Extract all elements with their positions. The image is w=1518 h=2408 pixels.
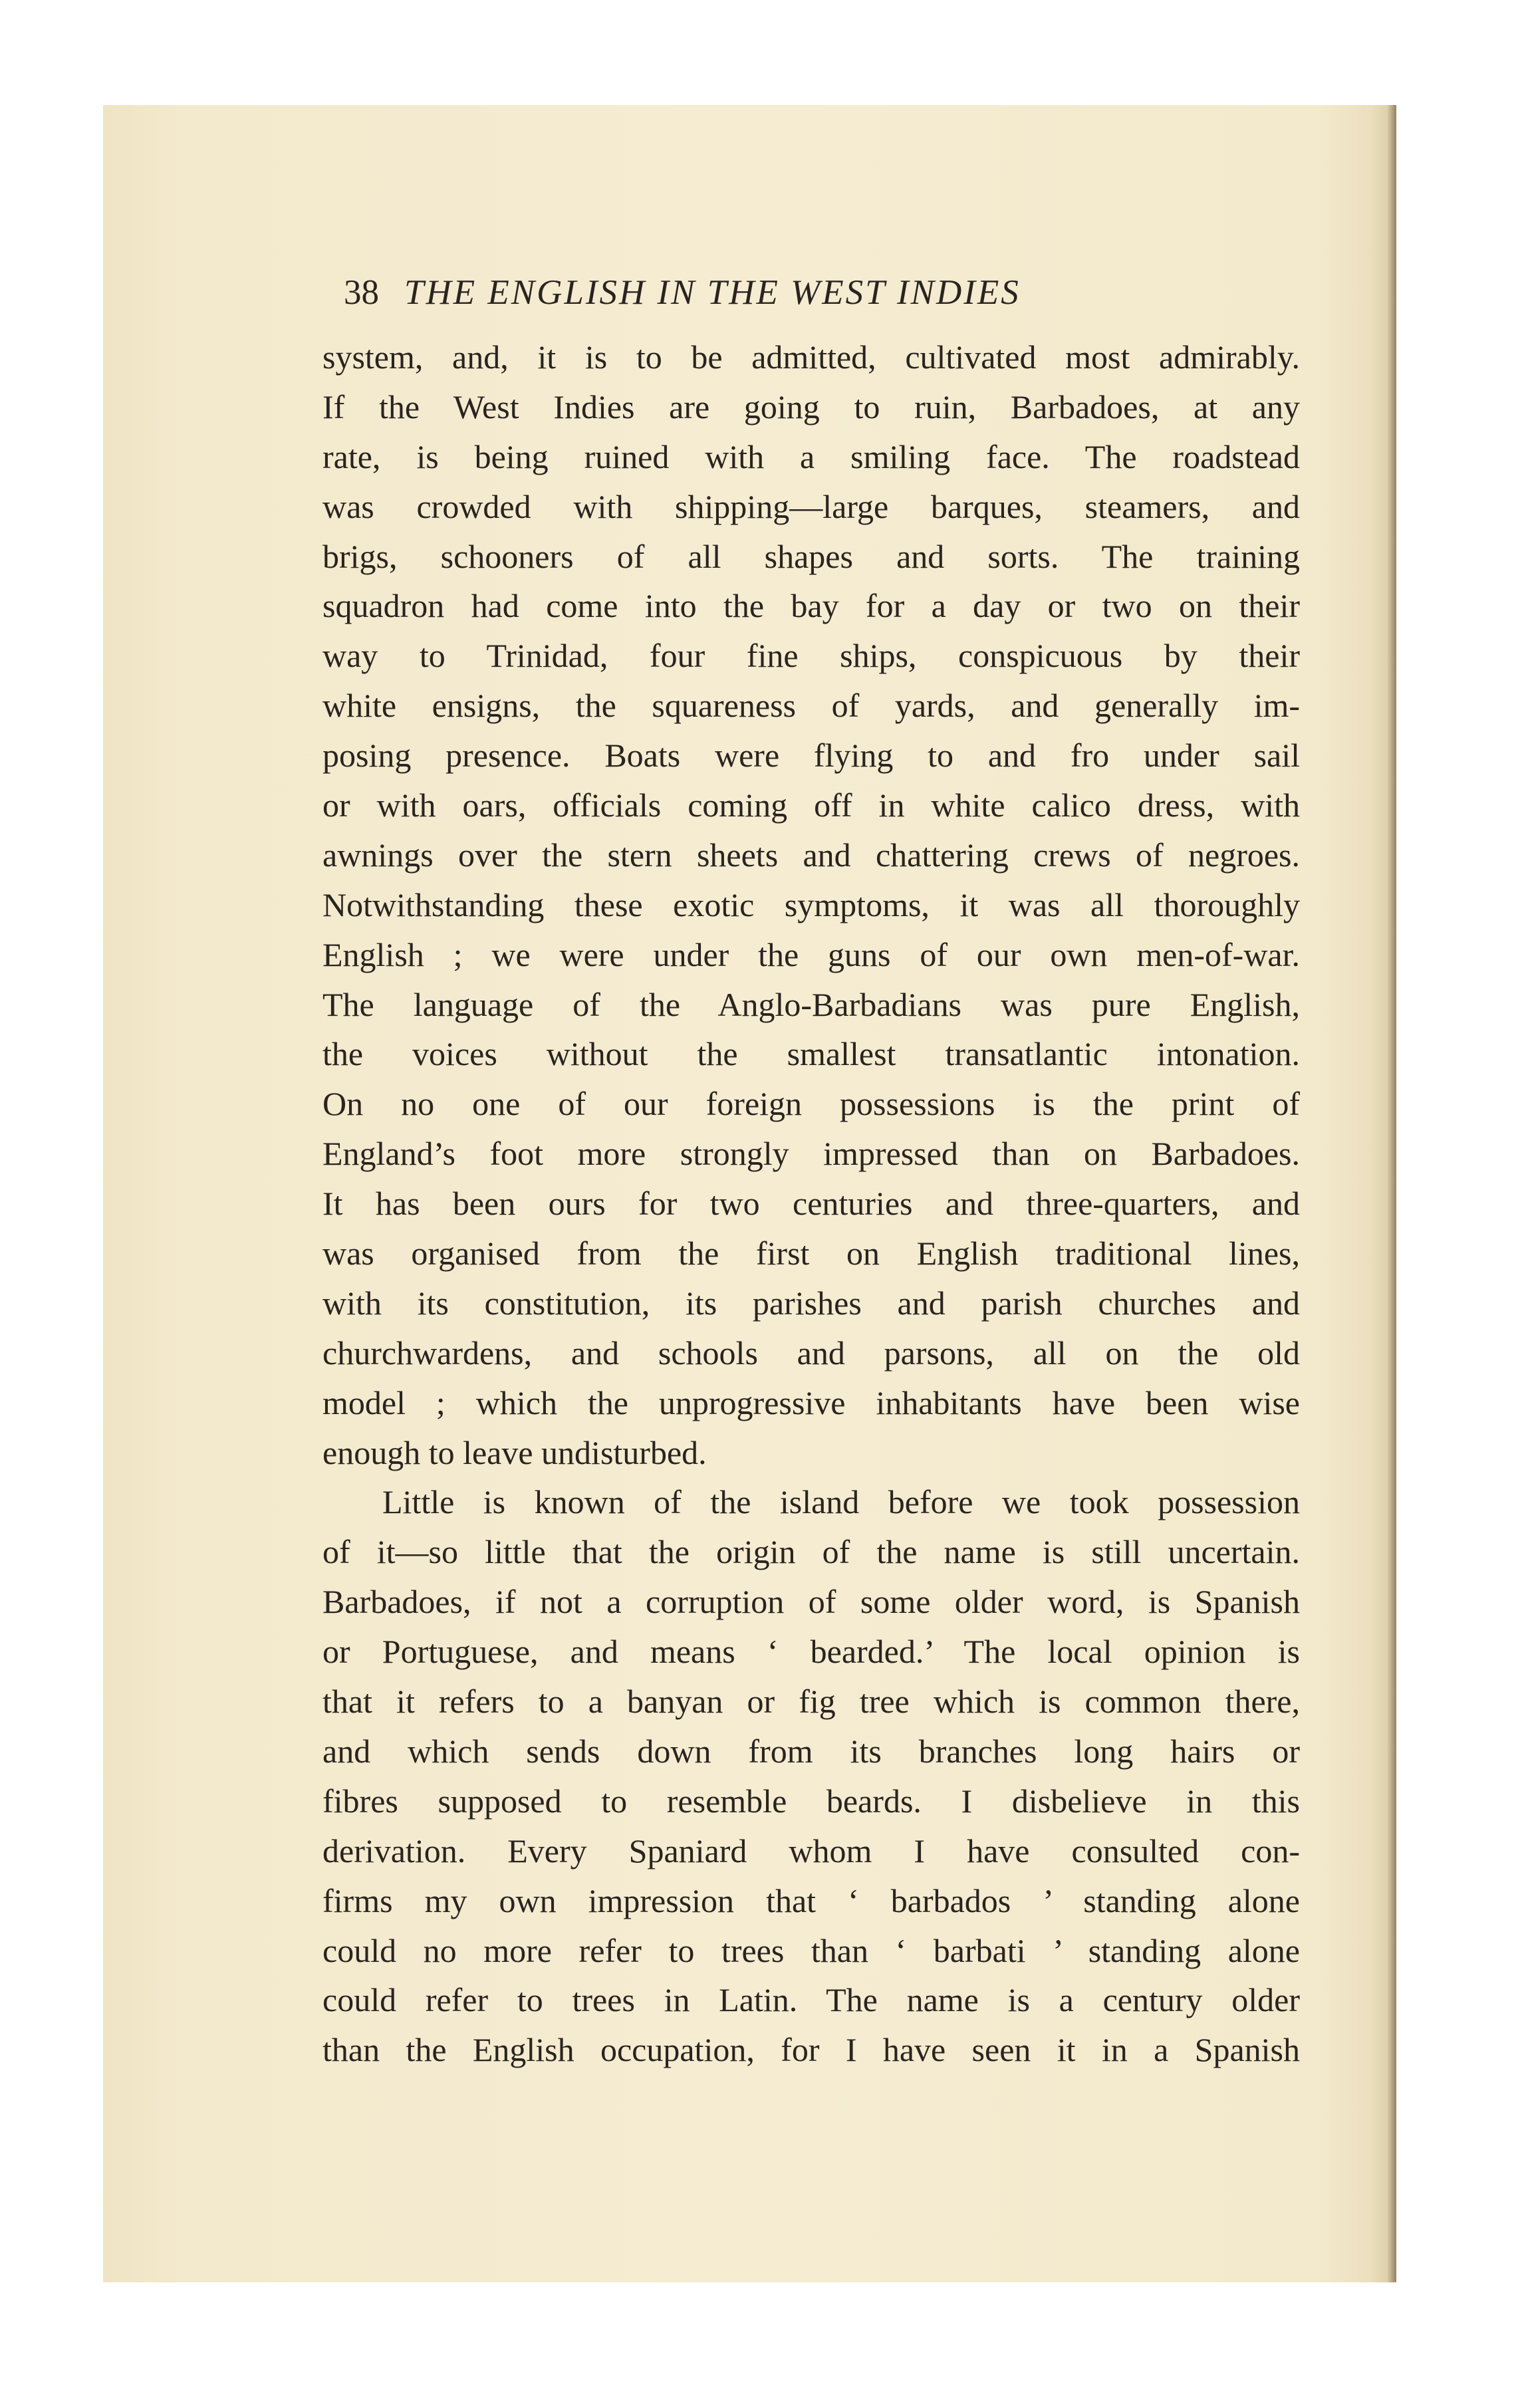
- text-line: It has been ours for two centuries and three-quarters, and: [322, 1185, 1300, 1223]
- text-line: firms my own impression that ‘ barbados ’ standing alone: [322, 1881, 1300, 1919]
- text-line: or Portuguese, and means ‘ bearded.’ The local opinion is: [322, 1633, 1300, 1671]
- text-line: brigs, schooners of all shapes and sorts. The training: [322, 537, 1300, 575]
- text-line: with its constitution, its parishes and parish churches and: [322, 1284, 1300, 1322]
- text-line: white ensigns, the squareness of yards, and generally im-: [322, 687, 1300, 725]
- page-number: 38: [344, 273, 379, 312]
- paragraph-start-line: Little is known of the island before we took possession: [382, 1483, 1300, 1521]
- text-line: squadron had come into the bay for a day or two on their: [322, 587, 1300, 625]
- text-line: than the English occupation, for I have seen it in a Spanish: [322, 2031, 1300, 2069]
- body-text: [322, 332, 1300, 2075]
- text-line: of it—so little that the origin of the name is still uncertain.: [322, 1533, 1300, 1571]
- text-line: that it refers to a banyan or fig tree which is common there,: [322, 1683, 1300, 1721]
- text-line: Notwithstanding these exotic symptoms, it was all thoroughly: [322, 886, 1300, 923]
- text-line: The language of the Anglo-Barbadians was pure English,: [322, 985, 1300, 1023]
- text-line: way to Trinidad, four fine ships, conspicuous by their: [322, 637, 1300, 675]
- text-line: could refer to trees in Latin. The name is a century older: [322, 1981, 1300, 2019]
- text-line: system, and, it is to be admitted, cultivated most admirably.: [322, 338, 1300, 376]
- text-line: and which sends down from its branches long hairs or: [322, 1732, 1300, 1770]
- text-line: Barbadoes, if not a corruption of some older word, is Spanish: [322, 1583, 1300, 1621]
- text-line: posing presence. Boats were flying to and fro under sail: [322, 737, 1300, 775]
- text-line: rate, is being ruined with a smiling face. The roadstead: [322, 437, 1300, 475]
- text-line: derivation. Every Spaniard whom I have consulted con-: [322, 1832, 1300, 1869]
- text-line: On no one of our foreign possessions is the print of: [322, 1085, 1300, 1123]
- running-head: THE ENGLISH IN THE WEST INDIES: [404, 273, 1021, 312]
- text-line: was crowded with shipping—large barques, steamers, and: [322, 487, 1300, 525]
- text-line: the voices without the smallest transatlantic intonation.: [322, 1035, 1300, 1073]
- page-header: [344, 266, 1301, 319]
- text-line: England’s foot more strongly impressed than on Barbadoes.: [322, 1135, 1300, 1173]
- text-line: If the West Indies are going to ruin, Barbadoes, at any: [322, 388, 1300, 425]
- text-line: model ; which the unprogressive inhabitants have been wise: [322, 1384, 1300, 1421]
- text-line: awnings over the stern sheets and chattering crews of negroes.: [322, 836, 1300, 874]
- text-line: or with oars, officials coming off in white calico dress, with: [322, 786, 1300, 824]
- text-line: was organised from the first on English traditional lines,: [322, 1235, 1300, 1272]
- paragraph-end-line: enough to leave undisturbed.: [322, 1433, 707, 1471]
- text-line: fibres supposed to resemble beards. I disbelieve in this: [322, 1782, 1300, 1820]
- text-line: English ; we were under the guns of our own men-of-war.: [322, 935, 1300, 973]
- text-line: could no more refer to trees than ‘ barbati ’ standing alone: [322, 1931, 1300, 1969]
- text-line: churchwardens, and schools and parsons, all on the old: [322, 1334, 1300, 1372]
- book-page: [103, 105, 1396, 2282]
